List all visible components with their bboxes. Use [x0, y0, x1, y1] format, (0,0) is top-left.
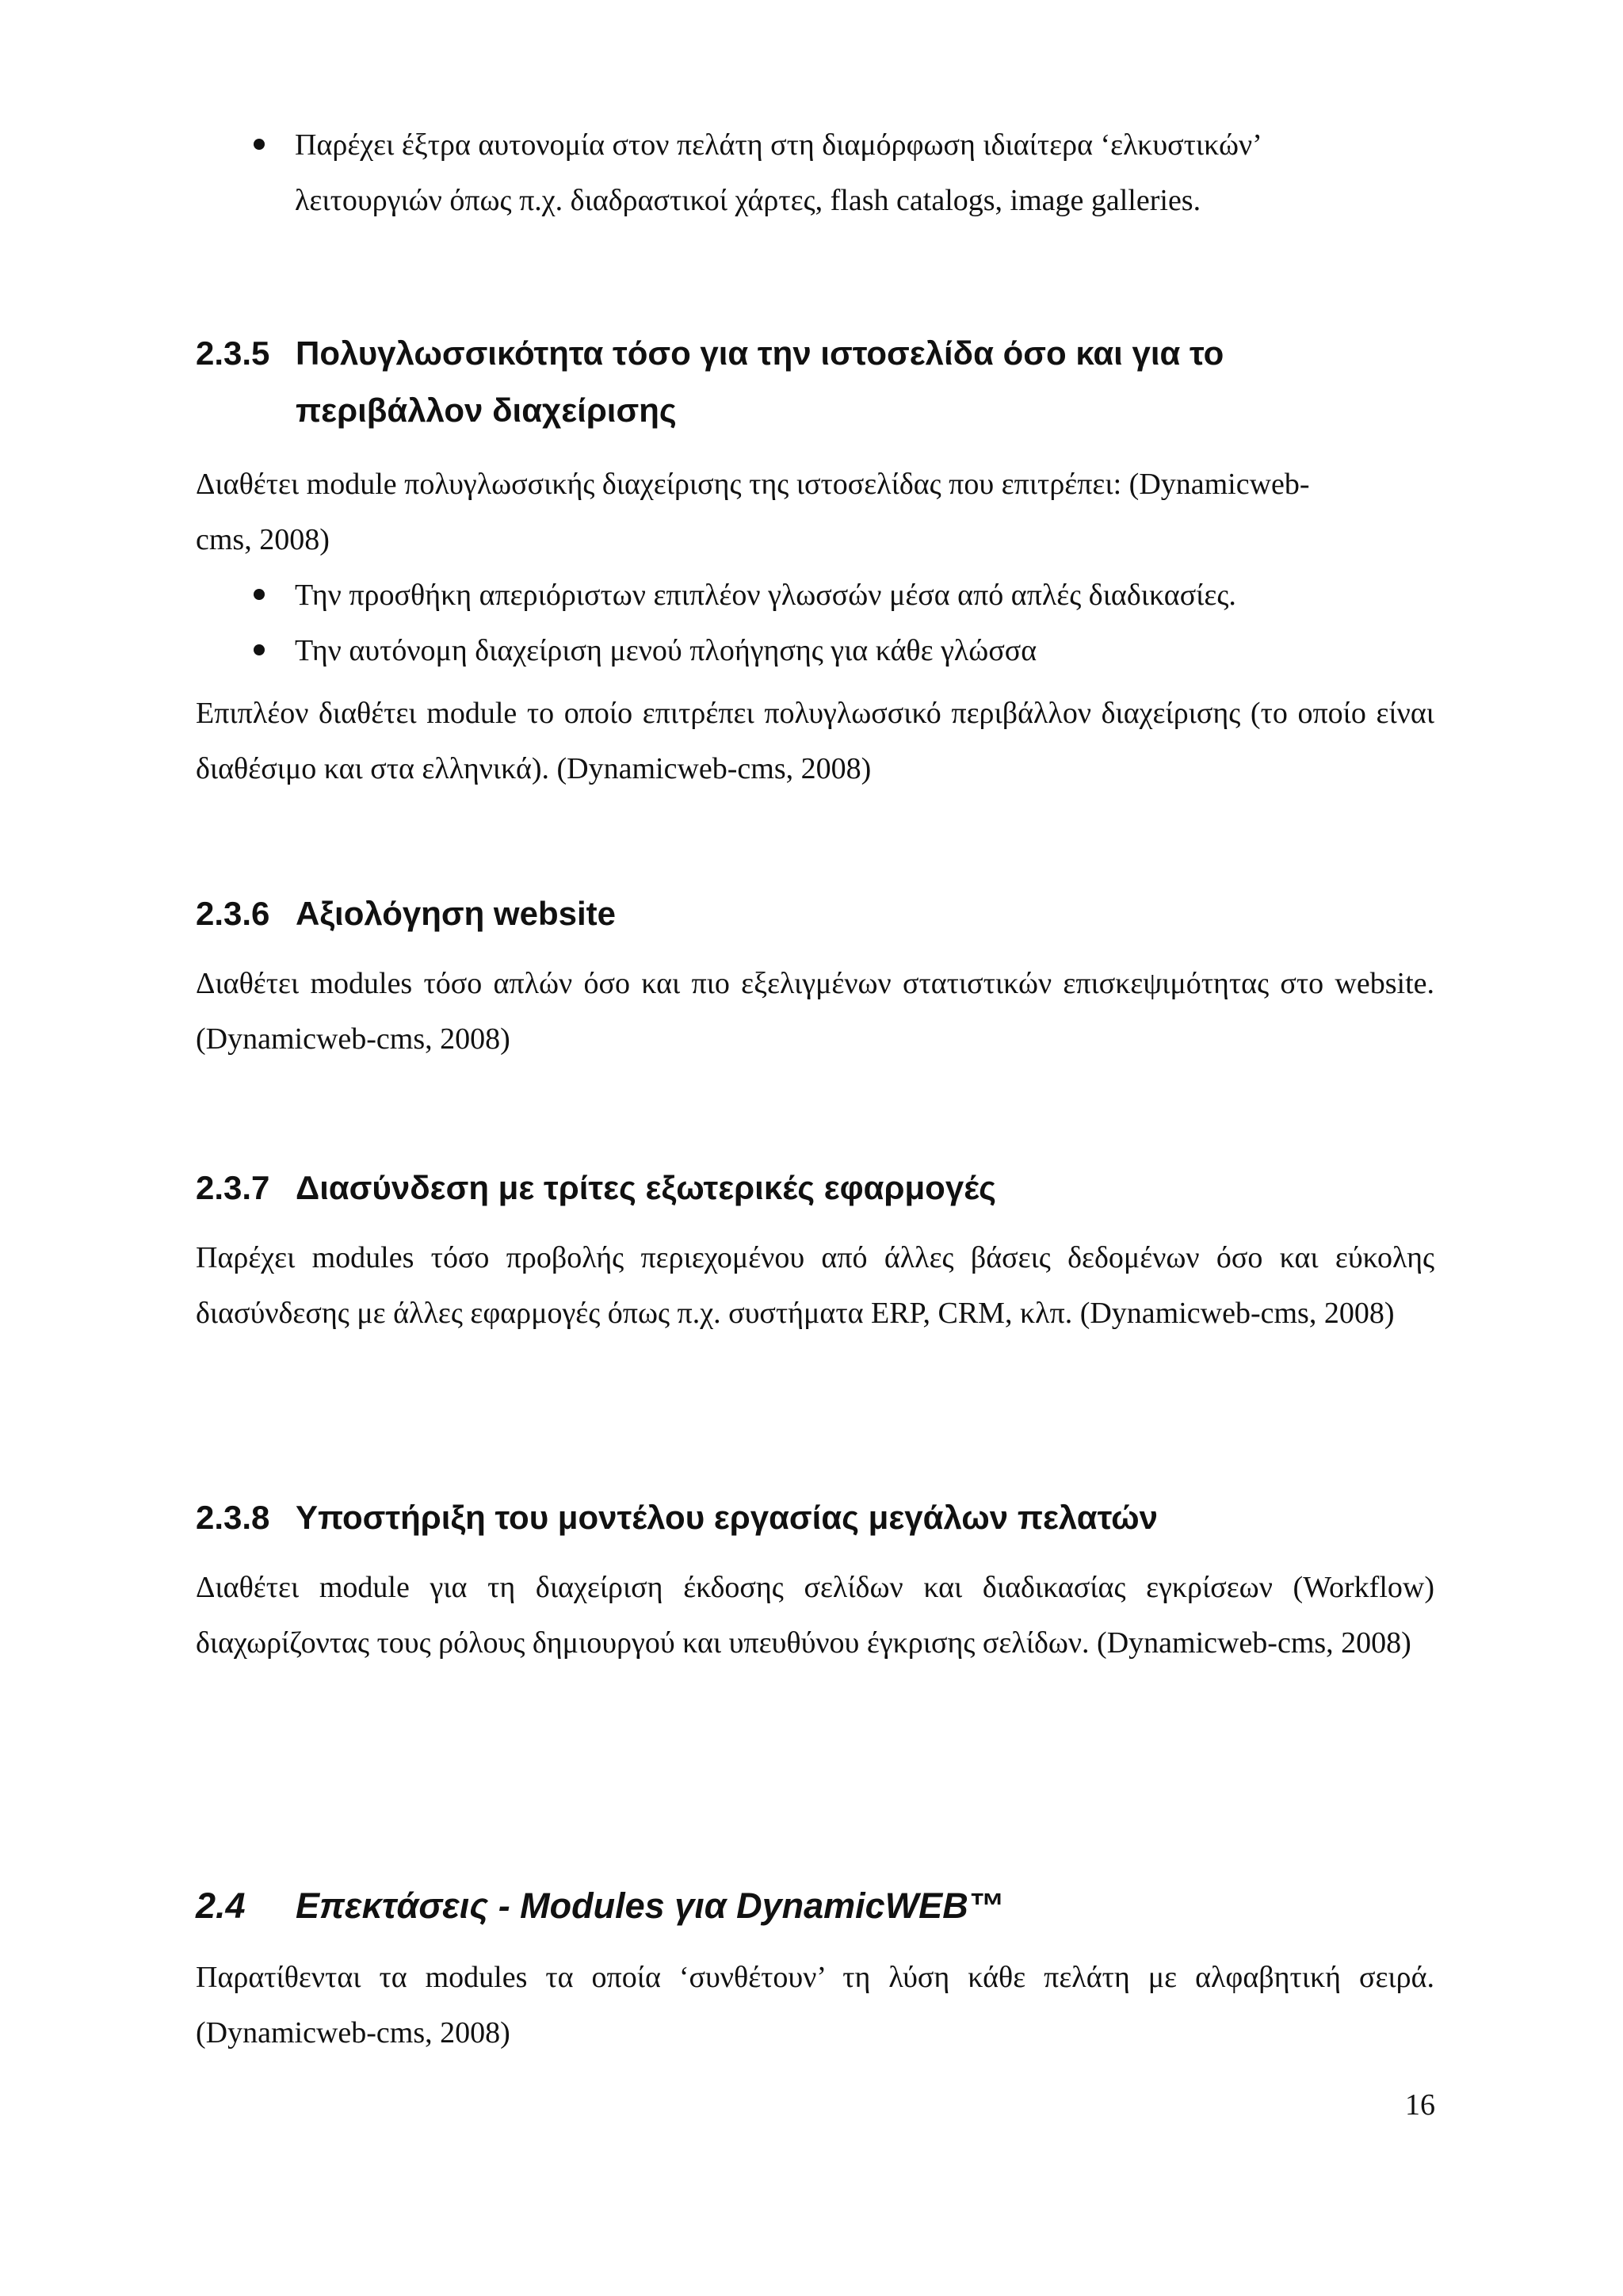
section-heading: [196, 885, 616, 942]
paragraph-line: cms, 2008): [196, 523, 330, 556]
section-heading: [196, 1159, 996, 1217]
chapter-heading: [196, 1878, 1004, 1935]
paragraph: Παρέχει modules τόσο προβολής περιεχομένου από άλλες βάσεις δεδομένων όσο και εύκολης διασύνδεσης με άλλες εφαρμογές όπως π.χ. συστήματα ERP, CRM, κλπ. (Dynamicweb-cms, 2008): [196, 1241, 1434, 1330]
bullet-icon: [254, 644, 265, 655]
section-number: 2.3.6: [196, 895, 270, 932]
bullet-text-line: Παρέχει έξτρα αυτονομία στον πελάτη στη διαμόρφωση ιδιαίτερα ‘ελκυστικών’: [295, 128, 1262, 162]
section-number: 2.3.5: [196, 334, 270, 372]
paragraph: [196, 457, 1434, 567]
page-number: 16: [1405, 2088, 1435, 2122]
bullet-text: Την αυτόνομη διαχείριση μενού πλοήγησης για κάθε γλώσσα: [295, 634, 1037, 667]
section-number: 2.4: [196, 1885, 246, 1926]
section-title: Αξιολόγηση website: [296, 895, 616, 932]
section-title: Πολυγλωσσικότητα τόσο για την ιστοσελίδα όσο και για το: [296, 334, 1224, 372]
section-title: Υποστήριξη του μοντέλου εργασίας μεγάλων πελατών: [296, 1499, 1158, 1536]
section-title: Διασύνδεση με τρίτες εξωτερικές εφαρμογές: [296, 1169, 996, 1206]
paragraph: Επιπλέον διαθέτει module το οποίο επιτρέπει πολυγλωσσικό περιβάλλον διαχείρισης (το οποίο είναι διαθέσιμο και στα ελληνικά). (Dynamicweb-cms, 2008): [196, 697, 1434, 785]
list-item: [295, 623, 1436, 678]
paragraph-line: Διαθέτει module πολυγλωσσικής διαχείρισης της ιστοσελίδας που επιτρέπει: (Dynamicweb-: [196, 468, 1310, 501]
section-number: 2.3.8: [196, 1499, 270, 1536]
list-item: [295, 117, 1436, 228]
section-heading: [196, 325, 1464, 439]
bullet-icon: [254, 139, 265, 150]
bullet-icon: [254, 589, 265, 600]
section-heading: [196, 1489, 1158, 1546]
bullet-text: Την προσθήκη απεριόριστων επιπλέον γλωσσών μέσα από απλές διαδικασίες.: [295, 579, 1236, 612]
section-title-continuation: περιβάλλον διαχείρισης: [296, 392, 677, 429]
section-number: 2.3.7: [196, 1169, 270, 1206]
list-item: [295, 567, 1436, 623]
paragraph: Παρατίθενται τα modules τα οποία ‘συνθέτουν’ τη λύση κάθε πελάτη με αλφαβητική σειρά. (Dynamicweb-cms, 2008): [196, 1961, 1434, 2050]
section-title: Επεκτάσεις - Modules για DynamicWEB™: [296, 1885, 1004, 1926]
paragraph: Διαθέτει modules τόσο απλών όσο και πιο εξελιγμένων στατιστικών επισκεψιμότητας στο website. (Dynamicweb-cms, 2008): [196, 967, 1434, 1056]
bullet-text-line: λειτουργιών όπως π.χ. διαδραστικοί χάρτες, flash catalogs, image galleries.: [295, 184, 1201, 217]
paragraph: Διαθέτει module για τη διαχείριση έκδοσης σελίδων και διαδικασίας εγκρίσεων (Workflow) διαχωρίζοντας τους ρόλους δημιουργού και υπευθύνου έγκρισης σελίδων. (Dynamicweb-cms, 2008): [196, 1571, 1434, 1660]
